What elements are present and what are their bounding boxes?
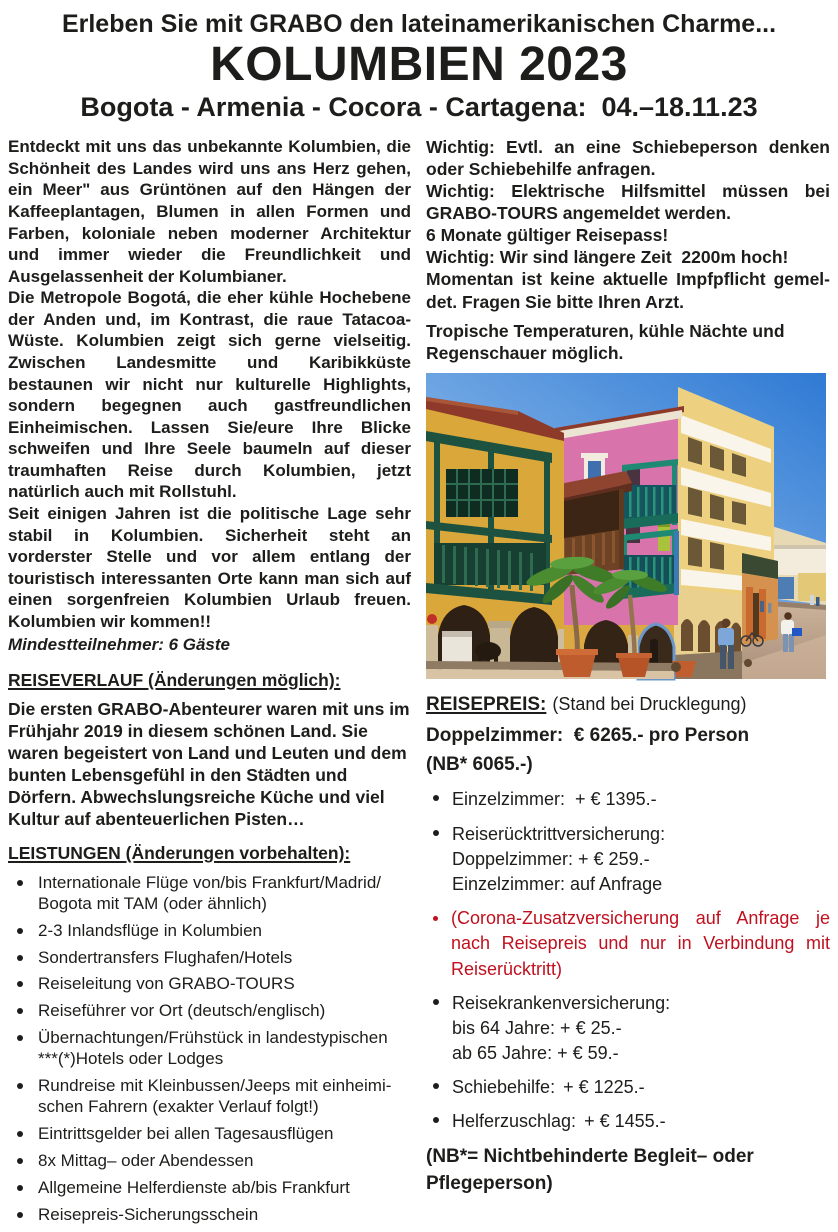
- list-item-text: Reiseführer vor Ort (deutsch/englisch): [38, 1001, 326, 1021]
- page-title: KOLUMBIEN 2023: [210, 37, 628, 91]
- list-item-text: Übernachtungen/Frühstück in landestypischen ***(*)Hotels oder Lodges: [38, 1028, 388, 1069]
- reisepreis-heading: [426, 693, 830, 717]
- bullet-icon: [433, 916, 438, 921]
- left-column: [8, 136, 411, 1231]
- bullet-icon: [17, 928, 23, 934]
- intro-paragraph-2: Die Metropole Bogotá, die eher kühle Hochebene der Anden und, im Kontrast, die raue Tatacoa-Wüste. Kolumbien zeigt sich gerne vielseitig. Zwischen Landesmitte und Karibikküste bestaunen wir nicht nur kulturelle Highlights, sondern begegnen auch gastfreundlichen Einheimischen. Lassen Sie/eure Ihre Blicke schweifen und Ihre Seele baumeln auf dieser traumhaften Reise durch Kolumbien, jetzt natürlich auch mit Rollstuhl.: [8, 288, 411, 502]
- double-room-price: [426, 722, 830, 779]
- list-item: [426, 991, 830, 1067]
- list-item-text: 2-3 Inlandsflüge in Kolumbien: [38, 920, 262, 940]
- min-participants: Mindestteilnehmer: 6 Gäste: [8, 635, 231, 655]
- cartagena-photo: [426, 373, 826, 679]
- passport-note: 6 Monate gültiger Reisepass!: [426, 225, 669, 246]
- single-room-price: Einzelzimmer: + € 1395.-: [452, 789, 657, 810]
- intro-paragraph-3: Seit einigen Jahren ist die politische Lage sehr stabil in Kolumbien. Sicherheit steht an vorderster Stelle und vor allem entlang der touristisch interessanten Orte kann man sich auf einen sorgenfreien Kolumbien Urlaub freuen. Kolumbien wir kommen!!: [8, 504, 411, 631]
- list-item: [8, 1076, 411, 1118]
- bullet-icon: [17, 1035, 23, 1041]
- intro-paragraph-1: Entdeckt mit uns das unbekannte Kolumbien, die Schönheit des Landes wird uns ans Herz gehen, ein Meer" aus Grüntönen auf den Hängen der Kaffeeplantagen, Blumen in allen Formen und Farben, koloniale neben moderner Architektur und immer wieder die Freundlichkeit und Ausgelassenheit der Kolumbianer.: [8, 137, 411, 286]
- cartagena-photo-drawing: [426, 373, 826, 679]
- list-item: [426, 906, 830, 982]
- leistungen-heading: LEISTUNGEN (Änderungen vorbehalten):: [8, 842, 351, 863]
- cancellation-insurance-label: Reiserücktrittversicherung:: [452, 823, 666, 844]
- health-under64: bis 64 Jahre: + € 25.-: [452, 1017, 622, 1038]
- push-assist-label: Schiebehilfe:: [452, 1077, 556, 1098]
- wichtig-note-2: Wichtig: Elektrische Hilfsmittel müssen bei GRABO-TOURS angemeldet werden.: [426, 181, 830, 224]
- list-item: [426, 822, 830, 898]
- leistungen-list: [8, 873, 411, 1226]
- list-item-text: Rundreise mit Kleinbussen/Jeeps mit einheimischen Fahrern (exakter Verlauf folgt!): [38, 1076, 392, 1117]
- bullet-icon: [17, 1158, 23, 1164]
- altitude-note: Wichtig: Wir sind längere Zeit 2200m hoch!: [426, 247, 789, 268]
- list-item: [426, 1075, 830, 1100]
- bullet-icon: [17, 1212, 23, 1218]
- list-item: [426, 1109, 830, 1134]
- list-item-text: Internationale Flüge von/bis Frankfurt/Madrid/ Bogota mit TAM (oder ähnlich): [38, 872, 382, 913]
- reiseverlauf-heading: REISEVERLAUF (Änderungen möglich):: [8, 669, 341, 690]
- bullet-icon: [17, 1185, 23, 1191]
- list-item: [8, 921, 411, 942]
- bullet-icon: [17, 955, 23, 961]
- nb-footnote: (NB*= Nichtbehinderte Begleit– oder Pflegeperson): [426, 1145, 754, 1194]
- reiseverlauf-body: Die ersten GRABO-Abenteurer waren mit uns im Frühjahr 2019 in diesem schönen Land. Sie waren begeistert von Land und Leuten und dem bunten Lebensgefühl in den Städten und Dörfern. Abwechslungsreiche Küche und viel Kultur auf abenteuerlichen Pisten…: [8, 698, 410, 829]
- double-room-price-line1: Doppelzimmer: € 6265.- pro Person: [426, 725, 750, 747]
- health-insurance: [452, 991, 670, 1067]
- list-item-text: Sondertransfers Flughafen/Hotels: [38, 947, 293, 967]
- tagline: Erleben Sie mit GRABO den lateinamerikanischen Charme...: [61, 10, 777, 38]
- double-room-price-line2: (NB* 6065.-): [426, 753, 533, 775]
- bullet-icon: [17, 1083, 23, 1089]
- cancellation-insurance: [452, 822, 665, 898]
- header: [8, 10, 830, 123]
- bullet-icon: [17, 880, 23, 886]
- reisepreis-stand: (Stand bei Drucklegung): [552, 693, 747, 714]
- list-item: [8, 1028, 411, 1070]
- list-item: [8, 948, 411, 969]
- wichtig-note-1: Wichtig: Evtl. an eine Schiebeperson denken oder Schiebehilfe anfragen.: [426, 137, 830, 180]
- list-item: [8, 1205, 411, 1226]
- bullet-icon: [17, 1131, 23, 1137]
- list-item-text: Reisepreis-Sicherungsschein: [38, 1204, 259, 1224]
- bullet-icon: [433, 1083, 439, 1089]
- two-column-layout: [8, 136, 830, 1231]
- bullet-icon: [433, 999, 439, 1005]
- list-item: [8, 1124, 411, 1145]
- list-item: [8, 873, 411, 915]
- health-over65: ab 65 Jahre: + € 59.-: [452, 1043, 619, 1064]
- list-item-text: Reiseleitung von GRABO-TOURS: [38, 974, 295, 994]
- bullet-icon: [17, 1008, 23, 1014]
- vaccination-note: Momentan ist keine aktuelle Impfpflicht gemeldet. Fragen Sie bitte Ihren Arzt.: [426, 269, 830, 312]
- right-column: [426, 136, 830, 1231]
- list-item: [8, 1001, 411, 1022]
- push-assist-price: + € 1225.-: [563, 1077, 645, 1098]
- list-item-text: 8x Mittag– oder Abendessen: [38, 1150, 254, 1170]
- helper-surcharge-price: + € 1455.-: [584, 1111, 666, 1132]
- price-list: [426, 787, 830, 1134]
- bullet-icon: [433, 830, 439, 836]
- cancellation-double: Doppelzimmer: + € 259.-: [452, 848, 650, 869]
- list-item: [8, 1178, 411, 1199]
- list-item: [426, 787, 830, 812]
- list-item-text: Eintrittsgelder bei allen Tagesausflügen: [38, 1123, 334, 1143]
- list-item: [8, 1151, 411, 1172]
- corona-insurance-note: (Corona-Zusatzversicherung auf Anfrage je nach Reisepreis und nur in Verbindung mit Reiserücktritt): [451, 908, 830, 979]
- weather-note: Tropische Temperaturen, kühle Nächte und Regenschauer möglich.: [426, 320, 785, 363]
- cancellation-single: Einzelzimmer: auf Anfrage: [452, 873, 663, 894]
- bullet-icon: [433, 795, 439, 801]
- bullet-icon: [433, 1117, 439, 1123]
- bullet-icon: [17, 981, 23, 987]
- route-dates-line: Bogota - Armenia - Cocora - Cartagena: 04.–18.11.23: [80, 92, 758, 123]
- reisepreis-label: REISEPREIS:: [426, 693, 547, 715]
- health-insurance-label: Reisekrankenversicherung:: [452, 992, 671, 1013]
- list-item: [8, 974, 411, 995]
- list-item-text: Allgemeine Helferdienste ab/bis Frankfurt: [38, 1177, 350, 1197]
- helper-surcharge-label: Helferzuschlag:: [452, 1111, 577, 1132]
